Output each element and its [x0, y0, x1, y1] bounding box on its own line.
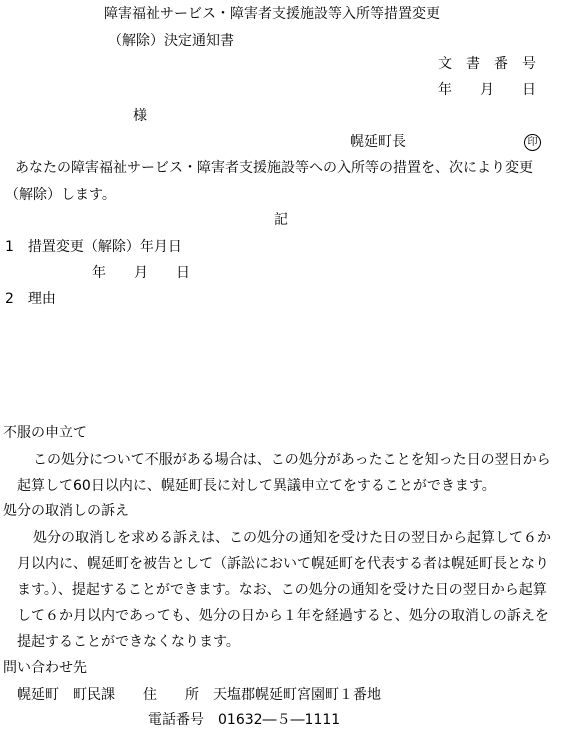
item-1-date: 年 月 日 — [92, 265, 190, 281]
appeal-line-1: この処分について不服がある場合は、この処分があったことを知った日の翌日から — [33, 452, 551, 468]
intro-line-1: あなたの障害福祉サービス・障害者支援施設等への入所等の措置を、次により変更 — [15, 160, 533, 176]
contact-heading: 問い合わせ先 — [3, 660, 87, 676]
contact-address-line: 幌延町 町民課 住 所 天塩郡幌延町宮園町１番地 — [17, 687, 381, 703]
lawsuit-line-3: ます。）、提起することができます。なお、この処分の通知を受けた日の翌日から起算 — [17, 582, 547, 598]
lawsuit-line-5: 提起することができなくなります。 — [17, 634, 240, 650]
lawsuit-line-2: 月以内に、幌延町を被告として（訴訟において幌延町を代表する者は幌延町長となり — [17, 556, 549, 572]
lawsuit-line-1: 処分の取消しを求める訴えは、この処分の通知を受けた日の翌日から起算して６か — [33, 530, 551, 546]
issuer-name: 幌延町長 — [350, 134, 406, 150]
ki-heading: 記 — [274, 212, 288, 228]
lawsuit-line-4: して６か月以内であっても、処分の日から１年を経過すると、処分の取消しの訴えを — [17, 608, 549, 624]
document-title-line1: 障害福祉サービス・障害者支援施設等入所等措置変更 — [104, 6, 440, 22]
seal-mark: 印 — [524, 134, 541, 151]
lawsuit-heading: 処分の取消しの訴え — [3, 503, 129, 519]
document-title-line2: （解除）決定通知書 — [108, 33, 234, 49]
appeal-heading: 不服の申立て — [3, 425, 87, 441]
date-line: 年 月 日 — [438, 82, 536, 98]
appeal-line-2: 起算して60日以内に、幌延町長に対して異議申立てをすることができます。 — [17, 478, 496, 494]
item-1-label: 1 措置変更（解除）年月日 — [5, 239, 182, 255]
item-2-label: 2 理由 — [5, 291, 56, 307]
recipient-suffix: 様 — [133, 108, 147, 124]
intro-line-2: （解除）します。 — [5, 187, 116, 203]
document-number-label: 文 書 番 号 — [438, 56, 536, 72]
contact-phone-line: 電話番号 01632―５―1111 — [148, 712, 341, 728]
